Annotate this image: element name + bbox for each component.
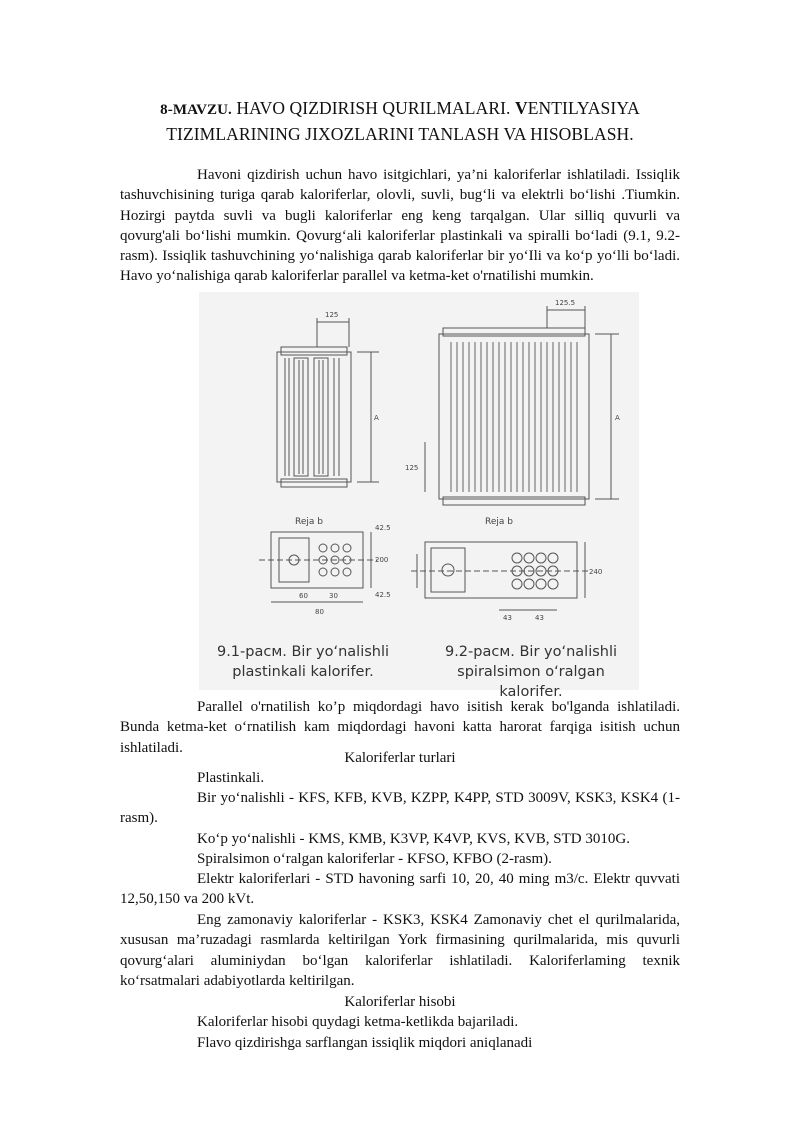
title-v-letter: V [514, 98, 528, 118]
dim-43-left: 43 [503, 614, 512, 622]
kalorifer-drawing [199, 292, 639, 690]
title-line2: TIZIMLARINING JIXOZLARINI TANLASH VA HISOBLASH. [166, 124, 634, 144]
item-spiralsimon: Spiralsimon o‘ralgan kaloriferlar - KFSO, KFBO (2-rasm). [197, 851, 552, 867]
dim-125-5: 125.5 [555, 299, 576, 307]
dim-80: 80 [315, 608, 324, 616]
dim-43-right: 43 [535, 614, 544, 622]
spiral-heater-plan-view [411, 542, 591, 610]
dim-60: 60 [299, 592, 308, 600]
item-bir-yonalishli: Bir yo‘nalishli - KFS, KFB, KVB, KZPP, K4PP, STD 3009V, KSK3, KSK4 (1-rasm). [120, 790, 680, 827]
dim-42-5-bottom: 42.5 [375, 591, 391, 599]
plate-heater-plan-view [259, 532, 377, 602]
dim-125: 125 [325, 311, 339, 319]
plate-heater-front-view [277, 318, 379, 487]
figure-caption-left: 9.1-рacм. Bir yo‘nalishli plastinkali kalorifer. [216, 644, 390, 680]
item-kop-yonalishli: Ko‘p yo‘nalishli - KMS, KMB, K3VP, K4VP, KVS, KVB, STD 3010G. [197, 831, 630, 847]
title-line1-tail: ENTILYASIYA [527, 98, 640, 118]
dim-a-right: A [615, 414, 620, 422]
kalorifer-figure [199, 292, 639, 700]
dim-42-5-top: 42.5 [375, 524, 391, 532]
heading-calc: Kaloriferlar hisobi [344, 994, 456, 1010]
heading-types: Kaloriferlar turlari [344, 750, 456, 766]
plan-label-right: Reja b [485, 517, 513, 527]
dim-240: 240 [589, 568, 603, 576]
item-zamonaviy: Eng zamonaviy kaloriferlar - KSK3, KSK4 Zamonaviy chet el qurilmalarida, xususan ma’ruzadagi rasmlarda keltirilgan York firmasining qurilmalarida, mis quvurli qovurg‘alari aluminiydan bo‘lgan kaloriferlar ishlatiladi. Kaloriferlaming texnik ko‘rsatmalari adabiyotlarda keltirilgan. [120, 912, 680, 989]
calc-order: Kaloriferlar hisobi quydagi ketma-ketlikda bajariladi. [197, 1014, 519, 1030]
plan-label-left: Reja b [295, 517, 323, 527]
figure-caption-right: 9.2-рacм. Bir yo‘nalishli spiralsimon o‘ralgan kalorifer. [444, 644, 618, 700]
dim-200: 200 [375, 556, 389, 564]
page-title [120, 96, 680, 146]
title-lead: 8-MAVZU. [160, 102, 232, 118]
spiral-heater-front-view [425, 306, 619, 505]
title-line1: HAVO QIZDIRISH QURILMALARI. [236, 98, 511, 118]
dim-30: 30 [329, 592, 338, 600]
item-elektr: Elektr kaloriferlari - STD havoning sarfi 10, 20, 40 ming m3/c. Elektr quvvati 12,50,150 va 200 kVt. [120, 871, 680, 908]
dim-a-left: A [374, 414, 379, 422]
item-plastinkali: Plastinkali. [197, 770, 265, 786]
parallel-paragraph: Parallel o'rnatilish ko’p miqdordagi havo isitish kerak bo'lganda ishlatiladi. Bunda ketma-ket o‘rnatilish kam miqdordagi havoni katta harorat farqiga isitish uchun ishlatiladi. [120, 699, 680, 756]
calc-heat: Flavo qizdirishga sarflangan issiqlik miqdori aniqlanadi [197, 1035, 533, 1051]
intro-paragraph: Havoni qizdirish uchun havo isitgichlari, ya’ni kaloriferlar ishlatiladi. Issiqlik tashuvchisining turiga qarab kaloriferlar, olovli, suvli, bug‘li va elektrli bo‘lishi .Tiumkin. Hozirgi paytda suvli va bugli kaloriferlar eng keng tarqalgan. Ular silliq quvurli va qovurg'ali bo‘lishi mumkin. Qovurg‘ali kaloriferlar plastinkali va spiralli bo‘ladi (9.1, 9.2-rasm). Issiqlik tashuvchining yo‘nalishiga qarab kaloriferlar bir yo‘Ili va ko‘p yo‘lli bo‘ladi. Havo yo‘nalishiga qarab kaloriferlar parallel va ketma-ket o'rnatilishi mumkin. [120, 167, 680, 285]
dim-125-right: 125 [405, 464, 419, 472]
